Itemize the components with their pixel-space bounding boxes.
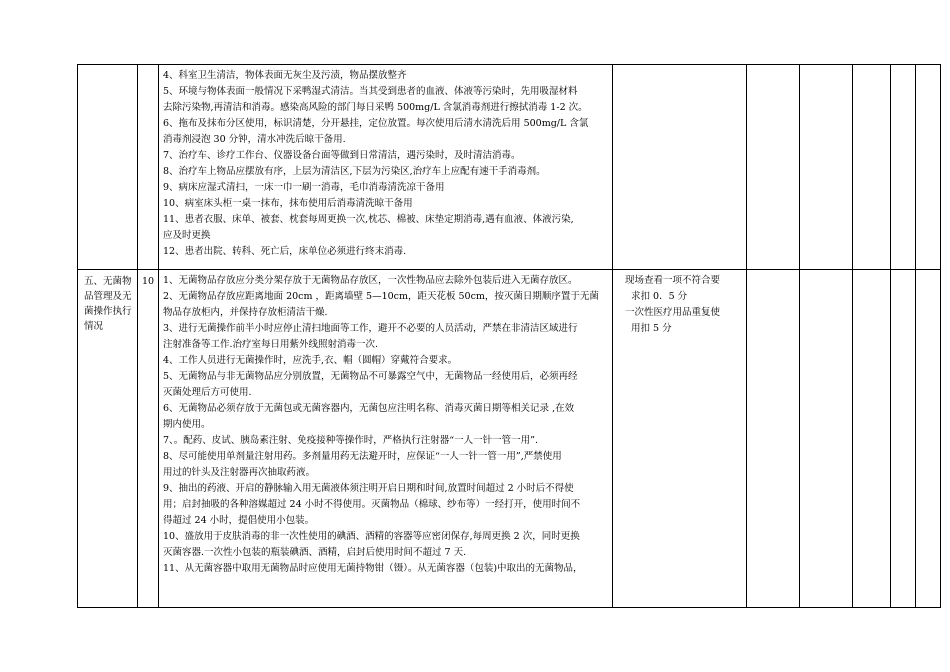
content-line: 9、抽出的药液、开启的静脉输入用无菌液体须注明开启日期和时间,放置时间超过 2 小时后不得使: [163, 483, 574, 494]
blank-cell: [916, 270, 941, 608]
blank-cell: [891, 270, 916, 608]
content-line: 物品存放柜内，并保持存放柜清洁干燥.: [163, 307, 328, 318]
content-line: 7、。配药、皮试、胰岛素注射、免疫接种等操作时，严格执行注射器“一人一针一管一用”.: [163, 435, 539, 446]
content-cell: [159, 65, 613, 270]
score-cell: [138, 65, 159, 270]
content-line: 8、尽可能使用单剂量注射用药。多剂量用药无法避开时，应保证“一人一针一管一用”,严禁使用: [163, 451, 562, 462]
content-line: 注射准备等工作.治疗室每日用紫外线照射消毒一次.: [163, 339, 379, 350]
content-line: 4、工作人员进行无菌操作时，应洗手,衣、帽（圆帽）穿戴符合要求。: [163, 355, 458, 366]
content-line: 用；启封抽吸的各种溶媒超过 24 小时不得使用。灭菌物品（棉球、纱布等）一经打开，使用时间不: [163, 499, 581, 510]
score-cell: [138, 270, 159, 608]
content-cell: [159, 270, 613, 608]
content-line: 去除污染物,再清洁和消毒。感染高风险的部门每日采鸭 500mg/L 含氯消毒剂进行擦拭消毒 1-2 次。: [163, 102, 588, 113]
table-row: [78, 65, 941, 270]
deduction-note: 用扣 5 分: [631, 323, 672, 334]
category-cell: [78, 65, 138, 270]
category-label: 五、无菌物品管理及无菌操作执行情况: [84, 276, 132, 332]
content-line: 应及时更换: [163, 230, 211, 241]
content-line: 4、科室卫生清洁，物体表面无灰尘及污渍，物品摆放整齐: [163, 70, 407, 81]
score-value: 10: [141, 276, 155, 287]
blank-cell: [853, 270, 891, 608]
deduction-note: 求扣 0．5 分: [631, 291, 688, 302]
blank-cell: [891, 65, 916, 270]
content-line: 10、盛放用于皮肤消毒的非一次性使用的碘酒、酒精的容器等应密闭保存,每周更换 2 次，同时更换: [163, 531, 580, 542]
blank-cell: [800, 270, 853, 608]
content-line: 8、治疗车上物品应摆放有序，上层为清洁区,下层为污染区,治疗车上应配有速干手消毒剂。: [163, 166, 546, 177]
content-line: 灭菌容器.一次性小包装的瓶装碘酒、酒精，启封后使用时间不超过 7 天.: [163, 547, 467, 558]
deduction-note: 现场查看一项不符合要: [625, 275, 721, 286]
content-line: 1、无菌物品存放应分类分架存放于无菌物品存放区，一次性物品应去除外包装后进入无菌存放区。: [163, 275, 578, 286]
content-line: 11、从无菌容器中取用无菌物品时应使用无菌持物钳（镊）。从无菌容器（包装)中取出的无菌物品，: [163, 563, 583, 574]
inspection-table: [77, 64, 941, 608]
content-line: 消毒剂浸泡 30 分钟，清水冲洗后晾干备用.: [163, 134, 346, 145]
content-line: 2、无菌物品存放应距离地面 20cm ，距离墙壁 5—10cm，距天花板 50cm，按灭菌日期顺序置于无菌: [163, 291, 599, 302]
deduction-cell: [613, 270, 747, 608]
content-line: 12、患者出院、转科、死亡后，床单位必须进行终末消毒.: [163, 246, 407, 257]
content-line: 9、病床应湿式清扫，一床一巾一刷一消毒，毛巾消毒清洗凉干备用: [163, 182, 445, 193]
content-line: 5、无菌物品与非无菌物品应分别放置，无菌物品不可暴露空气中，无菌物品一经使用后，必须再经: [163, 371, 578, 382]
content-line: 11、患者衣服、床单、被套、枕套每周更换一次,枕芯、棉被、床垫定期消毒,遇有血液、体液污染,: [163, 214, 574, 225]
content-line: 用过的针头及注射器再次抽取药液。: [163, 467, 316, 478]
blank-cell: [747, 270, 800, 608]
deduction-cell: [613, 65, 747, 270]
blank-cell: [800, 65, 853, 270]
deduction-note: 一次性医疗用品重复使: [625, 307, 721, 318]
content-line: 10、病室床头柜一桌一抹布，抹布使用后消毒清洗晾干备用: [163, 198, 413, 209]
category-cell: [78, 270, 138, 608]
content-line: 6、无菌物品必须存放于无菌包或无菌容器内，无菌包应注明名称、消毒灭菌日期等相关记录 ,在效: [163, 403, 575, 414]
blank-cell: [916, 65, 941, 270]
content-line: 3、进行无菌操作前半小时应停止清扫地面等工作，避开不必要的人员活动，严禁在非清洁区域进行: [163, 323, 578, 334]
content-line: 6、拖布及抹布分区使用，标识清楚，分开悬挂，定位放置。每次使用后清水清洗后用 500mg/L 含氯: [163, 118, 589, 129]
content-line: 5、环境与物体表面一般情况下采鸭湿式清洁。当其受到患者的血液、体液等污染时，先用吸湿材料: [163, 86, 578, 97]
content-line: 得超过 24 小时，提倡使用小包装。: [163, 515, 315, 526]
content-line: 灭菌处理后方可使用.: [163, 387, 252, 398]
content-line: 期内使用。: [163, 419, 211, 430]
table-row: [78, 270, 941, 608]
blank-cell: [853, 65, 891, 270]
blank-cell: [747, 65, 800, 270]
content-line: 7、治疗车、诊疗工作台、仪器设备台面等做到日常清洁，遇污染时，及时清洁消毒。: [163, 150, 521, 161]
